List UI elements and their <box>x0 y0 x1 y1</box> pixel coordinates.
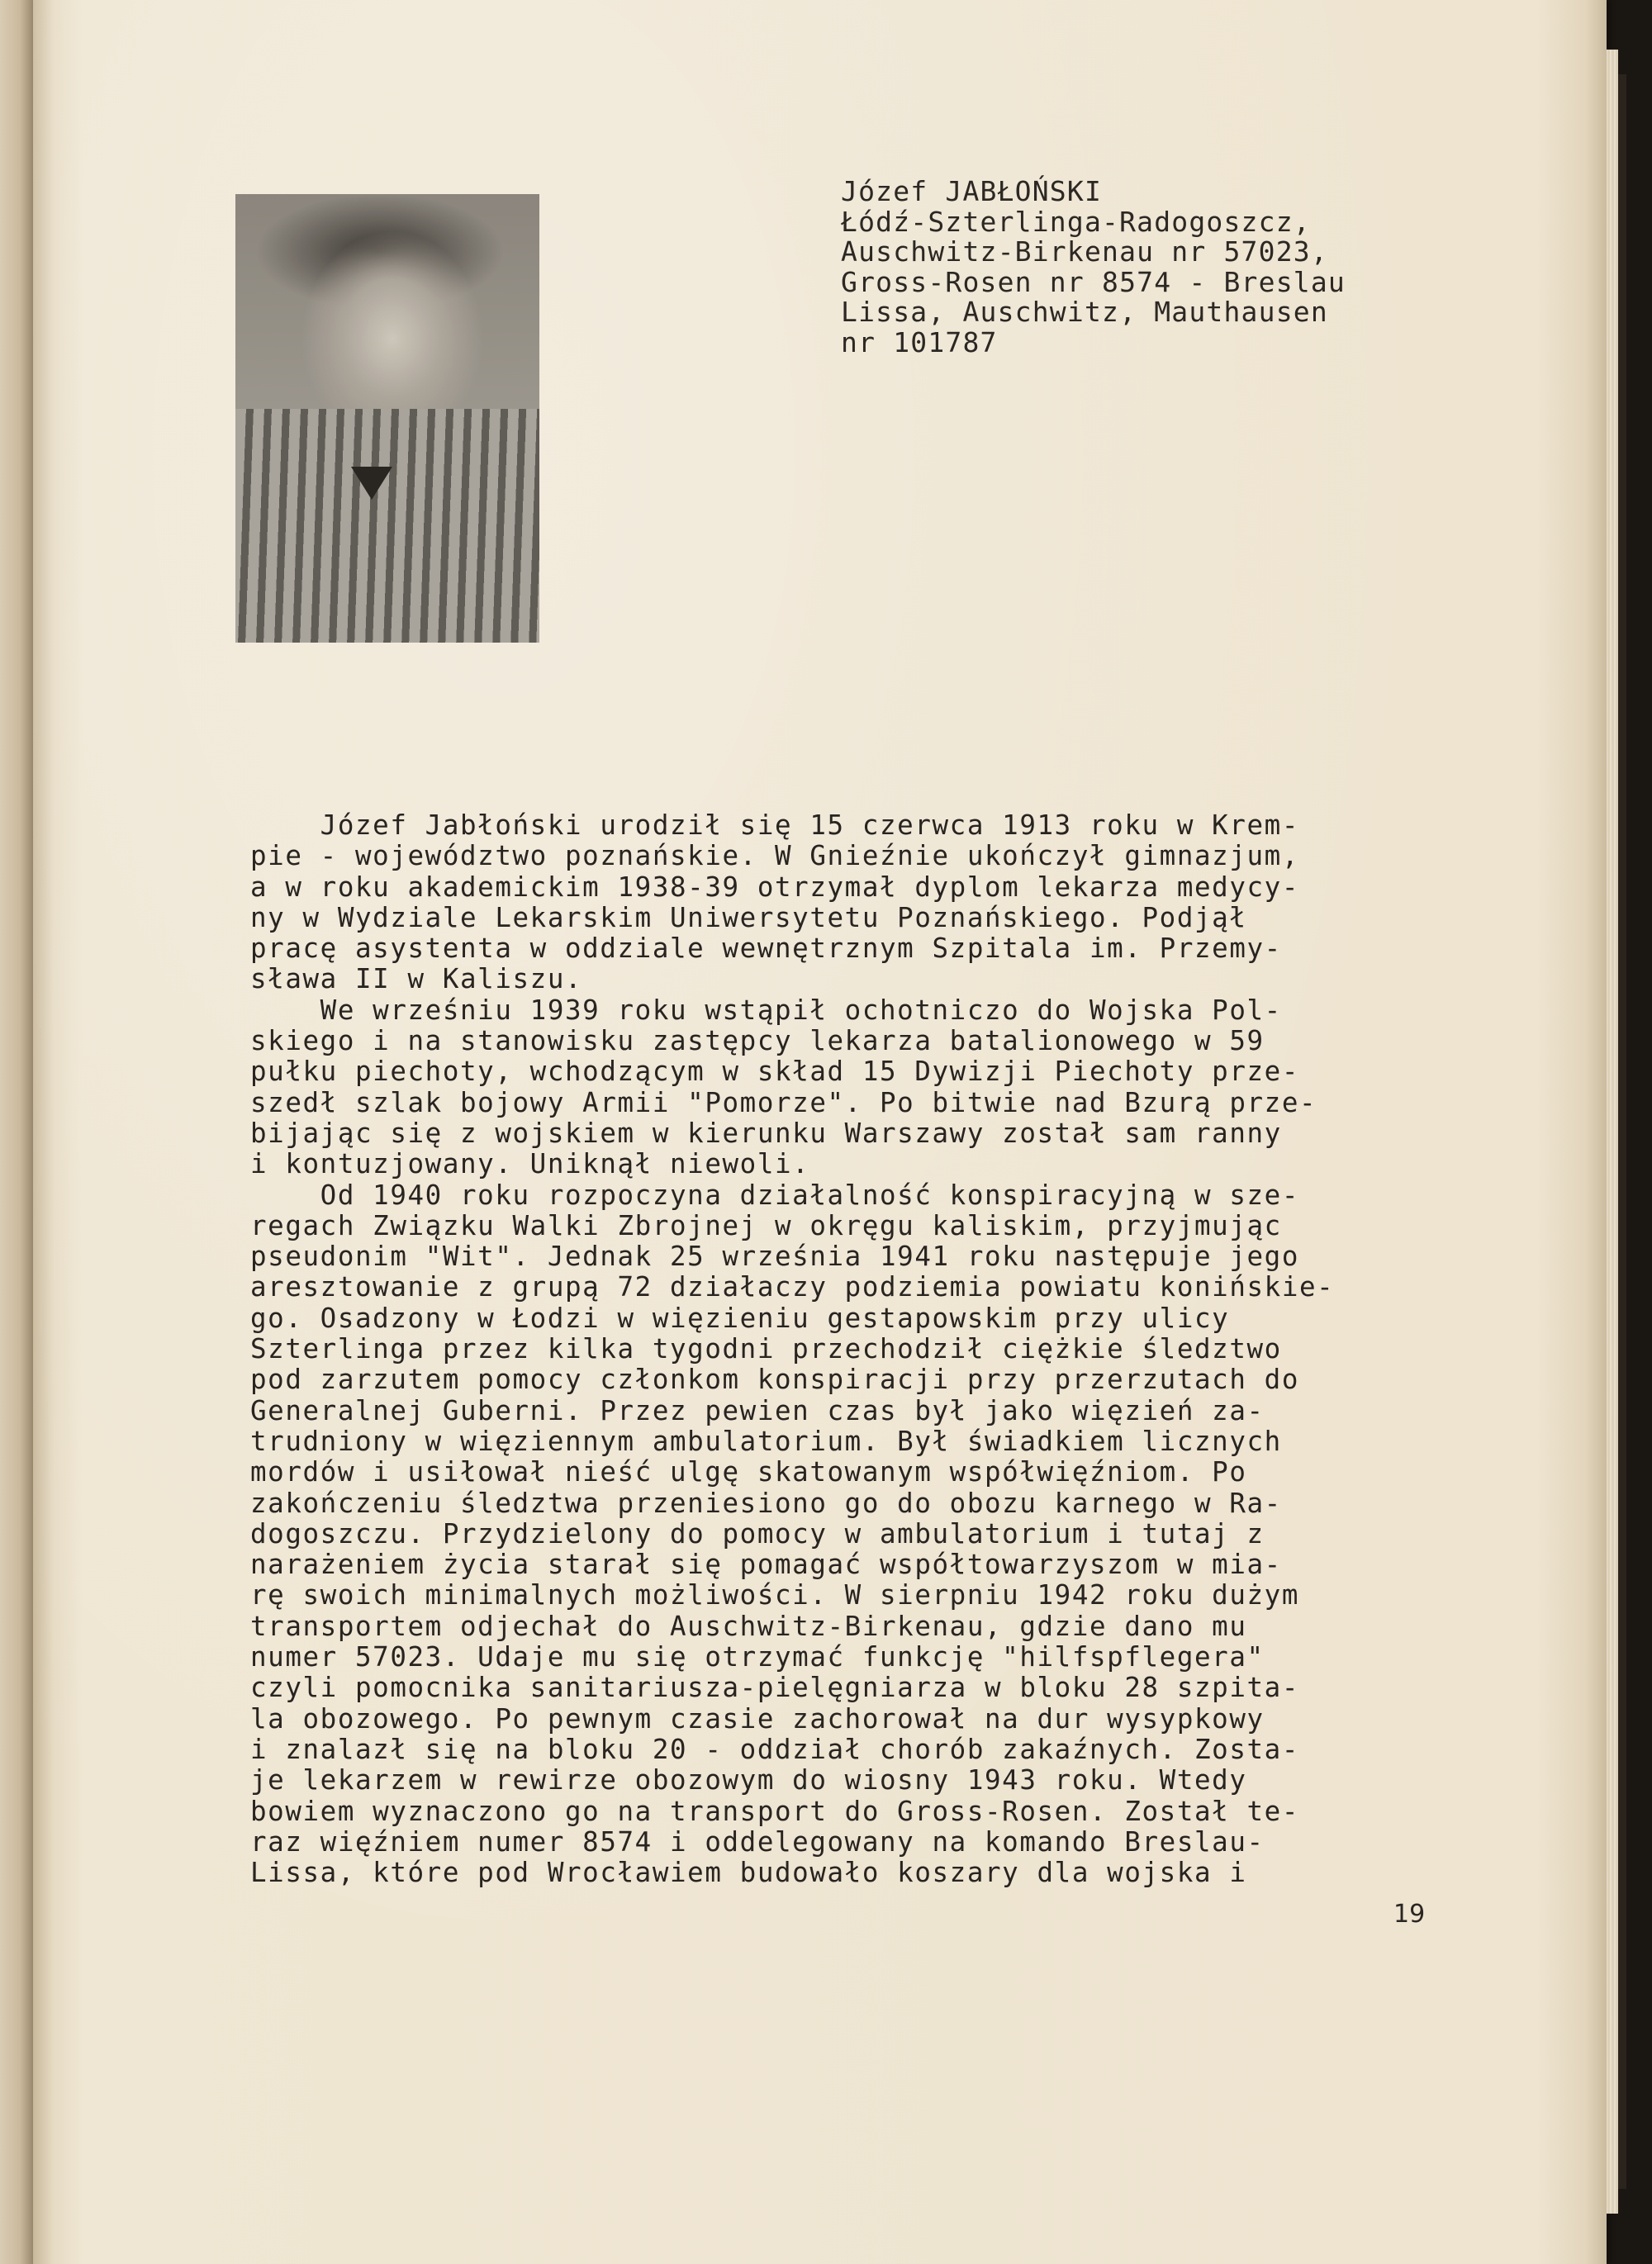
text-line: pracę asystenta w oddziale wewnętrznym Szpitala im. Przemy- <box>250 933 1282 965</box>
text-line: bowiem wyznaczono go na transport do Gross-Rosen. Został te- <box>250 1795 1299 1827</box>
person-caption <box>841 177 1346 358</box>
text-line: szedł szlak bojowy Armii "Pomorze". Po bitwie nad Bzurą prze- <box>250 1086 1317 1118</box>
text-line: la obozowego. Po pewnym czasie zachorował na dur wysypkowy <box>250 1702 1265 1735</box>
portrait-face <box>235 194 539 409</box>
book-cover-edge <box>1618 74 1626 2189</box>
caption-line: Auschwitz-Birkenau nr 57023, <box>841 235 1328 268</box>
text-line: a w roku akademickim 1938-39 otrzymał dyplom lekarza medycy- <box>250 871 1299 903</box>
text-line: sława II w Kaliszu. <box>250 963 583 995</box>
text-line: Szterlinga przez kilka tygodni przechodził ciężkie śledztwo <box>250 1333 1282 1365</box>
biography-text <box>250 810 1440 1888</box>
caption-line: Lissa, Auschwitz, Mauthausen <box>841 296 1328 328</box>
text-line: Józef Jabłoński urodził się 15 czerwca 1913 roku w Krem- <box>250 809 1299 841</box>
text-line: i znalazł się na bloku 20 - oddział chorób zakaźnych. Zosta- <box>250 1733 1299 1765</box>
text-line: czyli pomocnika sanitariusza-pielęgniarza w bloku 28 szpita- <box>250 1672 1299 1704</box>
page-number: 19 <box>1393 1900 1426 1929</box>
text-line: aresztowanie z grupą 72 działaczy podziemia powiatu konińskie- <box>250 1271 1335 1303</box>
text-line: Lissa, które pod Wrocławiem budowało koszary dla wojska i <box>250 1857 1247 1889</box>
prisoner-triangle-badge <box>351 467 392 500</box>
text-line: trudniony w więziennym ambulatorium. Był świadkiem licznych <box>250 1425 1282 1457</box>
text-line: We wrześniu 1939 roku wstąpił ochotniczo do Wojska Pol- <box>250 994 1282 1026</box>
page-stack-edge <box>1607 50 1618 2214</box>
text-line: go. Osadzony w Łodzi w więzieniu gestapowskim przy ulicy <box>250 1302 1230 1334</box>
text-line: zakończeniu śledztwa przeniesiono go do obozu karnego w Ra- <box>250 1487 1282 1519</box>
text-line: dogoszczu. Przydzielony do pomocy w ambulatorium i tutaj z <box>250 1517 1265 1550</box>
text-line: pie - województwo poznańskie. W Gnieźnie ukończył gimnazjum, <box>250 840 1299 872</box>
text-line: skiego i na stanowisku zastępcy lekarza batalionowego w 59 <box>250 1025 1265 1057</box>
text-line: Generalnej Guberni. Przez pewien czas był jako więzień za- <box>250 1394 1265 1426</box>
text-line: pułku piechoty, wchodzącym w skład 15 Dywizji Piechoty prze- <box>250 1056 1299 1088</box>
text-line: bijając się z wojskiem w kierunku Warszawy został sam ranny <box>250 1117 1282 1149</box>
caption-line: Łódź-Szterlinga-Radogoszcz, <box>841 205 1311 238</box>
text-line: pod zarzutem pomocy członkom konspiracji przy przerzutach do <box>250 1364 1299 1396</box>
text-line: rę swoich minimalnych możliwości. W sierpniu 1942 roku dużym <box>250 1579 1299 1611</box>
caption-line: Józef JABŁOŃSKI <box>841 175 1103 207</box>
previous-page-edge <box>0 0 33 2264</box>
text-line: transportem odjechał do Auschwitz-Birkenau, gdzie dano mu <box>250 1610 1247 1642</box>
text-line: raz więźniem numer 8574 i oddelegowany na komando Breslau- <box>250 1825 1265 1858</box>
text-line: Od 1940 roku rozpoczyna działalność konspiracyjną w sze- <box>250 1179 1299 1211</box>
text-line: pseudonim "Wit". Jednak 25 września 1941 roku następuje jego <box>250 1241 1299 1273</box>
text-line: narażeniem życia starał się pomagać współtowarzyszom w mia- <box>250 1549 1282 1581</box>
text-line: regach Związku Walki Zbrojnej w okręgu kaliskim, przyjmując <box>250 1209 1282 1241</box>
text-line: je lekarzem w rewirze obozowym do wiosny 1943 roku. Wtedy <box>250 1764 1247 1796</box>
text-line: ny w Wydziale Lekarskim Uniwersytetu Poznańskiego. Podjął <box>250 901 1247 933</box>
text-line: mordów i usiłował nieść ulgę skatowanym współwięźniom. Po <box>250 1456 1247 1488</box>
caption-line: Gross-Rosen nr 8574 - Breslau <box>841 265 1346 298</box>
portrait-photo <box>235 194 539 643</box>
text-line: numer 57023. Udaje mu się otrzymać funkcję "hilfspflegera" <box>250 1641 1265 1673</box>
text-line: i kontuzjowany. Uniknął niewoli. <box>250 1148 810 1180</box>
caption-line: nr 101787 <box>841 325 998 358</box>
